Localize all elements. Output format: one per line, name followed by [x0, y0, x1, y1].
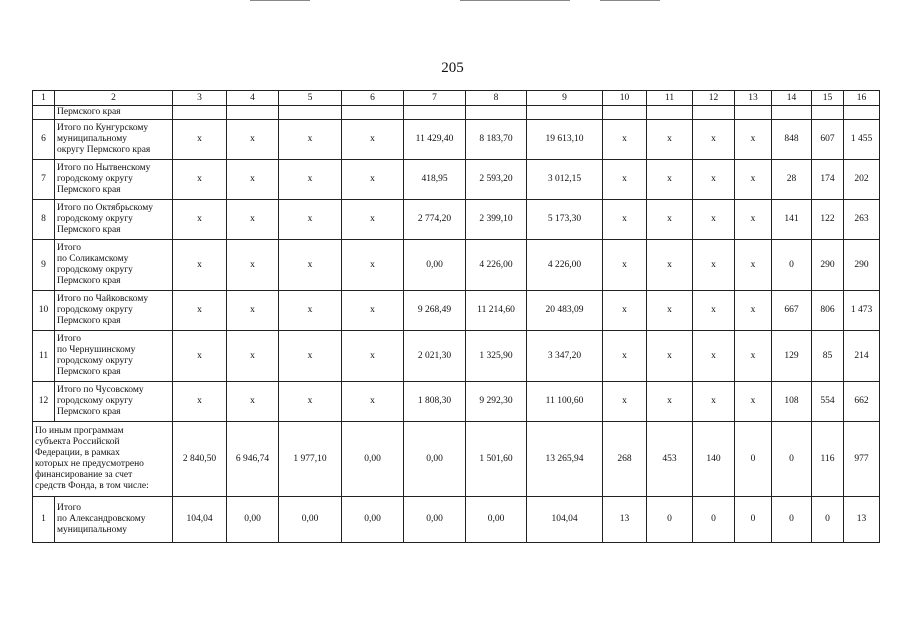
value-cell: 2 399,10: [466, 200, 527, 240]
value-cell: 1 808,30: [404, 382, 466, 422]
row-name-cell: [55, 120, 173, 160]
value-cell: [279, 106, 342, 120]
value-cell: х: [603, 291, 647, 331]
value-cell: [844, 106, 880, 120]
value-cell: 141: [772, 200, 812, 240]
value-cell: х: [735, 331, 772, 382]
value-cell: 1 455: [844, 120, 880, 160]
value-cell: х: [693, 120, 735, 160]
row-name-line: Итого по Нытвенскому: [57, 163, 151, 173]
value-cell: х: [693, 291, 735, 331]
value-cell: 104,04: [173, 497, 227, 543]
value-cell: 0,00: [227, 497, 279, 543]
value-cell: 0,00: [404, 240, 466, 291]
other-programs-row: [33, 422, 880, 497]
continuation-row: [33, 106, 880, 120]
row-number-cell: 11: [33, 331, 55, 382]
value-cell: 0: [735, 497, 772, 543]
row-name-line: Пермского края: [57, 316, 121, 326]
scan-edge-mark: [460, 0, 570, 1]
row-name-line: Итого: [57, 243, 82, 253]
row-name-line: округу Пермского края: [57, 145, 151, 155]
page-number: 205: [441, 60, 464, 76]
row-number-cell: 8: [33, 200, 55, 240]
value-cell: 174: [812, 160, 844, 200]
value-cell: х: [603, 382, 647, 422]
header-cell: 11: [647, 91, 693, 106]
value-cell: [812, 106, 844, 120]
value-cell: х: [227, 120, 279, 160]
value-cell: х: [342, 160, 404, 200]
header-cell: 4: [227, 91, 279, 106]
table-row: [33, 331, 880, 382]
value-cell: 268: [603, 422, 647, 497]
header-cell: 5: [279, 91, 342, 106]
scan-edge-mark: [250, 0, 310, 1]
value-cell: х: [735, 160, 772, 200]
row-name-cell: [55, 200, 173, 240]
value-cell: 848: [772, 120, 812, 160]
header-cell: 16: [844, 91, 880, 106]
value-cell: 85: [812, 331, 844, 382]
value-cell: х: [735, 382, 772, 422]
value-cell: х: [342, 120, 404, 160]
row-number-cell: 9: [33, 240, 55, 291]
row-name-cell: [55, 291, 173, 331]
value-cell: 1 473: [844, 291, 880, 331]
header-cell: 10: [603, 91, 647, 106]
value-cell: х: [693, 160, 735, 200]
row-name-line: муниципальному: [57, 525, 127, 535]
value-cell: [735, 106, 772, 120]
row-name-cell: Пермского края: [55, 106, 173, 120]
row-name-line: городскому округу: [57, 174, 133, 184]
row-name-line: По иным программам: [35, 426, 124, 436]
value-cell: 0: [772, 422, 812, 497]
value-cell: х: [735, 120, 772, 160]
value-cell: [527, 106, 603, 120]
value-cell: 140: [693, 422, 735, 497]
row-name-cell: [55, 240, 173, 291]
row-name-line: субъекта Российской: [35, 437, 120, 447]
value-cell: х: [227, 291, 279, 331]
value-cell: 662: [844, 382, 880, 422]
row-number-cell: 12: [33, 382, 55, 422]
row-name-line: городскому округу: [57, 214, 133, 224]
row-name-line: городскому округу: [57, 396, 133, 406]
value-cell: х: [342, 200, 404, 240]
value-cell: х: [227, 331, 279, 382]
value-cell: 1 325,90: [466, 331, 527, 382]
value-cell: 453: [647, 422, 693, 497]
value-cell: [173, 106, 227, 120]
row-name-line: Итого: [57, 334, 82, 344]
value-cell: 0,00: [466, 497, 527, 543]
table-row: [33, 291, 880, 331]
value-cell: 116: [812, 422, 844, 497]
row-name-line: средств Фонда, в том числе:: [35, 481, 149, 491]
value-cell: 290: [844, 240, 880, 291]
data-table: [32, 90, 880, 543]
value-cell: 0,00: [404, 497, 466, 543]
value-cell: х: [279, 382, 342, 422]
value-cell: 1 977,10: [279, 422, 342, 497]
row-name-line: Пермского края: [57, 367, 121, 377]
value-cell: 202: [844, 160, 880, 200]
value-cell: [603, 106, 647, 120]
table-row: [33, 200, 880, 240]
value-cell: 108: [772, 382, 812, 422]
value-cell: х: [342, 291, 404, 331]
value-cell: 11 429,40: [404, 120, 466, 160]
header-cell: 1: [33, 91, 55, 106]
value-cell: х: [647, 382, 693, 422]
value-cell: х: [279, 160, 342, 200]
table-row: [33, 497, 880, 543]
value-cell: х: [603, 120, 647, 160]
value-cell: 2 774,20: [404, 200, 466, 240]
value-cell: 129: [772, 331, 812, 382]
header-cell: 2: [55, 91, 173, 106]
header-row: [33, 91, 880, 106]
row-name-line: Итого по Чайковскому: [57, 294, 149, 304]
value-cell: х: [735, 291, 772, 331]
value-cell: [647, 106, 693, 120]
value-cell: 0: [772, 240, 812, 291]
row-number-cell: 7: [33, 160, 55, 200]
value-cell: 2 593,20: [466, 160, 527, 200]
value-cell: 0: [735, 422, 772, 497]
value-cell: 8 183,70: [466, 120, 527, 160]
value-cell: х: [693, 382, 735, 422]
value-cell: х: [279, 331, 342, 382]
value-cell: 607: [812, 120, 844, 160]
value-cell: х: [603, 160, 647, 200]
row-number-cell: [33, 106, 55, 120]
value-cell: 9 268,49: [404, 291, 466, 331]
header-cell: 7: [404, 91, 466, 106]
header-cell: 14: [772, 91, 812, 106]
value-cell: 0,00: [279, 497, 342, 543]
value-cell: 214: [844, 331, 880, 382]
value-cell: х: [647, 240, 693, 291]
value-cell: х: [173, 200, 227, 240]
value-cell: х: [603, 240, 647, 291]
row-name-line: городскому округу: [57, 305, 133, 315]
value-cell: 1 501,60: [466, 422, 527, 497]
row-name-line: по Соликамскому: [57, 254, 129, 264]
value-cell: 4 226,00: [466, 240, 527, 291]
value-cell: х: [693, 240, 735, 291]
value-cell: х: [227, 200, 279, 240]
value-cell: 11 100,60: [527, 382, 603, 422]
value-cell: х: [173, 291, 227, 331]
value-cell: 28: [772, 160, 812, 200]
row-name-cell: [55, 497, 173, 543]
value-cell: х: [603, 200, 647, 240]
row-name-line: Итого по Чусовскому: [57, 385, 144, 395]
row-name-line: Пермского края: [57, 225, 121, 235]
header-cell: 15: [812, 91, 844, 106]
header-cell: 8: [466, 91, 527, 106]
header-cell: 3: [173, 91, 227, 106]
value-cell: 0: [647, 497, 693, 543]
value-cell: х: [227, 160, 279, 200]
value-cell: 0,00: [404, 422, 466, 497]
value-cell: 418,95: [404, 160, 466, 200]
value-cell: х: [647, 160, 693, 200]
value-cell: х: [342, 240, 404, 291]
row-name-line: городскому округу: [57, 265, 133, 275]
value-cell: 263: [844, 200, 880, 240]
value-cell: х: [173, 331, 227, 382]
value-cell: х: [647, 291, 693, 331]
value-cell: 0,00: [342, 497, 404, 543]
value-cell: 3 347,20: [527, 331, 603, 382]
table-row: [33, 160, 880, 200]
value-cell: х: [647, 331, 693, 382]
row-name-line: Итого по Кунгурскому: [57, 123, 149, 133]
value-cell: 977: [844, 422, 880, 497]
value-cell: 0,00: [342, 422, 404, 497]
row-name-line: городскому округу: [57, 356, 133, 366]
header-cell: 13: [735, 91, 772, 106]
value-cell: х: [173, 120, 227, 160]
row-number-cell: 10: [33, 291, 55, 331]
row-name-line: Пермского края: [57, 276, 121, 286]
value-cell: х: [173, 160, 227, 200]
value-cell: 9 292,30: [466, 382, 527, 422]
scan-edge-mark: [600, 0, 660, 1]
value-cell: х: [279, 200, 342, 240]
value-cell: [342, 106, 404, 120]
value-cell: 11 214,60: [466, 291, 527, 331]
value-cell: х: [173, 382, 227, 422]
row-number-cell: 1: [33, 497, 55, 543]
header-cell: 6: [342, 91, 404, 106]
value-cell: х: [279, 291, 342, 331]
value-cell: 13 265,94: [527, 422, 603, 497]
value-cell: 4 226,00: [527, 240, 603, 291]
value-cell: [404, 106, 466, 120]
row-name-line: Итого: [57, 503, 82, 513]
value-cell: х: [603, 331, 647, 382]
value-cell: 2 021,30: [404, 331, 466, 382]
row-name-cell: [55, 382, 173, 422]
value-cell: х: [227, 382, 279, 422]
value-cell: х: [647, 200, 693, 240]
value-cell: 20 483,09: [527, 291, 603, 331]
value-cell: 2 840,50: [173, 422, 227, 497]
value-cell: х: [693, 331, 735, 382]
table-row: [33, 120, 880, 160]
value-cell: 0: [812, 497, 844, 543]
table-row: [33, 240, 880, 291]
value-cell: 0: [772, 497, 812, 543]
value-cell: 19 613,10: [527, 120, 603, 160]
row-number-cell: 6: [33, 120, 55, 160]
value-cell: 290: [812, 240, 844, 291]
value-cell: 6 946,74: [227, 422, 279, 497]
value-cell: 5 173,30: [527, 200, 603, 240]
value-cell: 122: [812, 200, 844, 240]
value-cell: [466, 106, 527, 120]
row-name-cell: [55, 160, 173, 200]
row-name-line: по Александровскому: [57, 514, 146, 524]
value-cell: х: [647, 120, 693, 160]
value-cell: х: [342, 382, 404, 422]
value-cell: х: [735, 200, 772, 240]
value-cell: 13: [844, 497, 880, 543]
value-cell: х: [735, 240, 772, 291]
row-name-line: по Чернушинскому: [57, 345, 136, 355]
row-name-line: Пермского края: [57, 185, 121, 195]
value-cell: [693, 106, 735, 120]
value-cell: х: [693, 200, 735, 240]
row-name-line: Пермского края: [57, 407, 121, 417]
row-name-line: Федерации, в рамках: [35, 448, 120, 458]
value-cell: х: [279, 120, 342, 160]
table-row: [33, 382, 880, 422]
value-cell: 13: [603, 497, 647, 543]
value-cell: х: [279, 240, 342, 291]
value-cell: 554: [812, 382, 844, 422]
row-name-cell: [55, 331, 173, 382]
row-name-line: финансирование за счет: [35, 470, 133, 480]
value-cell: 104,04: [527, 497, 603, 543]
row-name-line: муниципальному: [57, 134, 127, 144]
value-cell: 3 012,15: [527, 160, 603, 200]
row-name-line: Итого по Октябрьскому: [57, 203, 153, 213]
header-cell: 12: [693, 91, 735, 106]
header-cell: 9: [527, 91, 603, 106]
value-cell: х: [173, 240, 227, 291]
value-cell: х: [227, 240, 279, 291]
row-name-line: которых не предусмотрено: [35, 459, 144, 469]
value-cell: 806: [812, 291, 844, 331]
row-name-cell: [33, 422, 173, 497]
value-cell: х: [342, 331, 404, 382]
value-cell: [772, 106, 812, 120]
value-cell: [227, 106, 279, 120]
value-cell: 0: [693, 497, 735, 543]
value-cell: 667: [772, 291, 812, 331]
